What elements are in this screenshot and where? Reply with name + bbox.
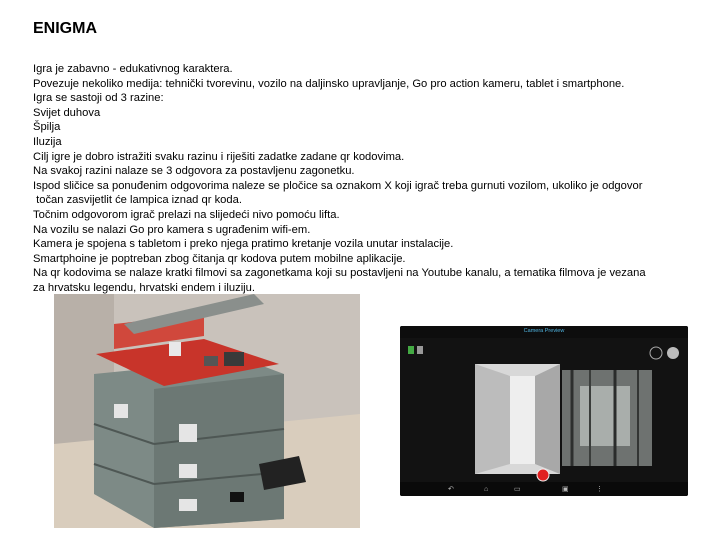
text-line: Smartphoine je poptreban zbog čitanja qr kodova putem mobilne aplikacije. [33, 252, 406, 265]
page-title: ENIGMA [33, 20, 97, 37]
game-box-photo [54, 294, 360, 528]
text-line: Povezuje nekoliko medija: tehnički tvorevinu, vozilo na daljinsko upravljanje, Go pro action kameru, tablet i smartphone. [33, 77, 625, 90]
text-line: Špilja [33, 121, 61, 134]
back-icon: ↶ [448, 486, 454, 493]
tablet-preview-photo [400, 326, 688, 496]
tablet-nav-bar [400, 482, 688, 496]
menu-icon: ⋮ [596, 486, 603, 493]
text-line: Točnim odgovorom igrač prelazi na slijedeći nivo pomoću lifta. [33, 208, 340, 221]
text-line: Na vozilu se nalazi Go pro kamera s ugrađenim wifi-em. [33, 223, 311, 236]
text-line: točan zasvijetlit će lampica iznad qr koda. [33, 194, 242, 207]
text-line: Ispod sličice sa ponuđenim odgovorima naleze se pločice sa oznakom X koji igrač treba gurnuti vozilom, ukoliko je odgovor [33, 179, 643, 192]
text-line: Na qr kodovima se nalaze kratki filmovi sa zagonetkama koji su postavljeni na Youtube kanalu, a tematika filmova je vezana [33, 267, 646, 280]
text-line: za hrvatsku legendu, hrvatski endem i iluziju. [33, 281, 255, 294]
recent-apps-icon: ▭ [514, 486, 521, 493]
text-line: Svijet duhova [33, 106, 101, 119]
text-line: Kamera je spojena s tabletom i preko njega pratimo kretanje vozila unutar instalacije. [33, 238, 454, 251]
description-text [33, 62, 693, 296]
text-line: Na svakoj razini nalaze se 3 odgovora za postavljenu zagonetku. [33, 165, 355, 178]
camera-preview-title: Camera Preview [523, 328, 565, 334]
text-line: Cilj igre je dobro istražiti svaku razinu i riješiti zadatke zadane qr kodovima. [33, 150, 405, 163]
home-icon: ⌂ [484, 486, 489, 493]
text-line: Igra je zabavno - edukativnog karaktera. [33, 63, 233, 75]
screenshot-icon: ▣ [562, 486, 569, 493]
text-line: Igra se sastoji od 3 razine: [33, 92, 164, 105]
text-line: Iluzija [33, 135, 62, 148]
